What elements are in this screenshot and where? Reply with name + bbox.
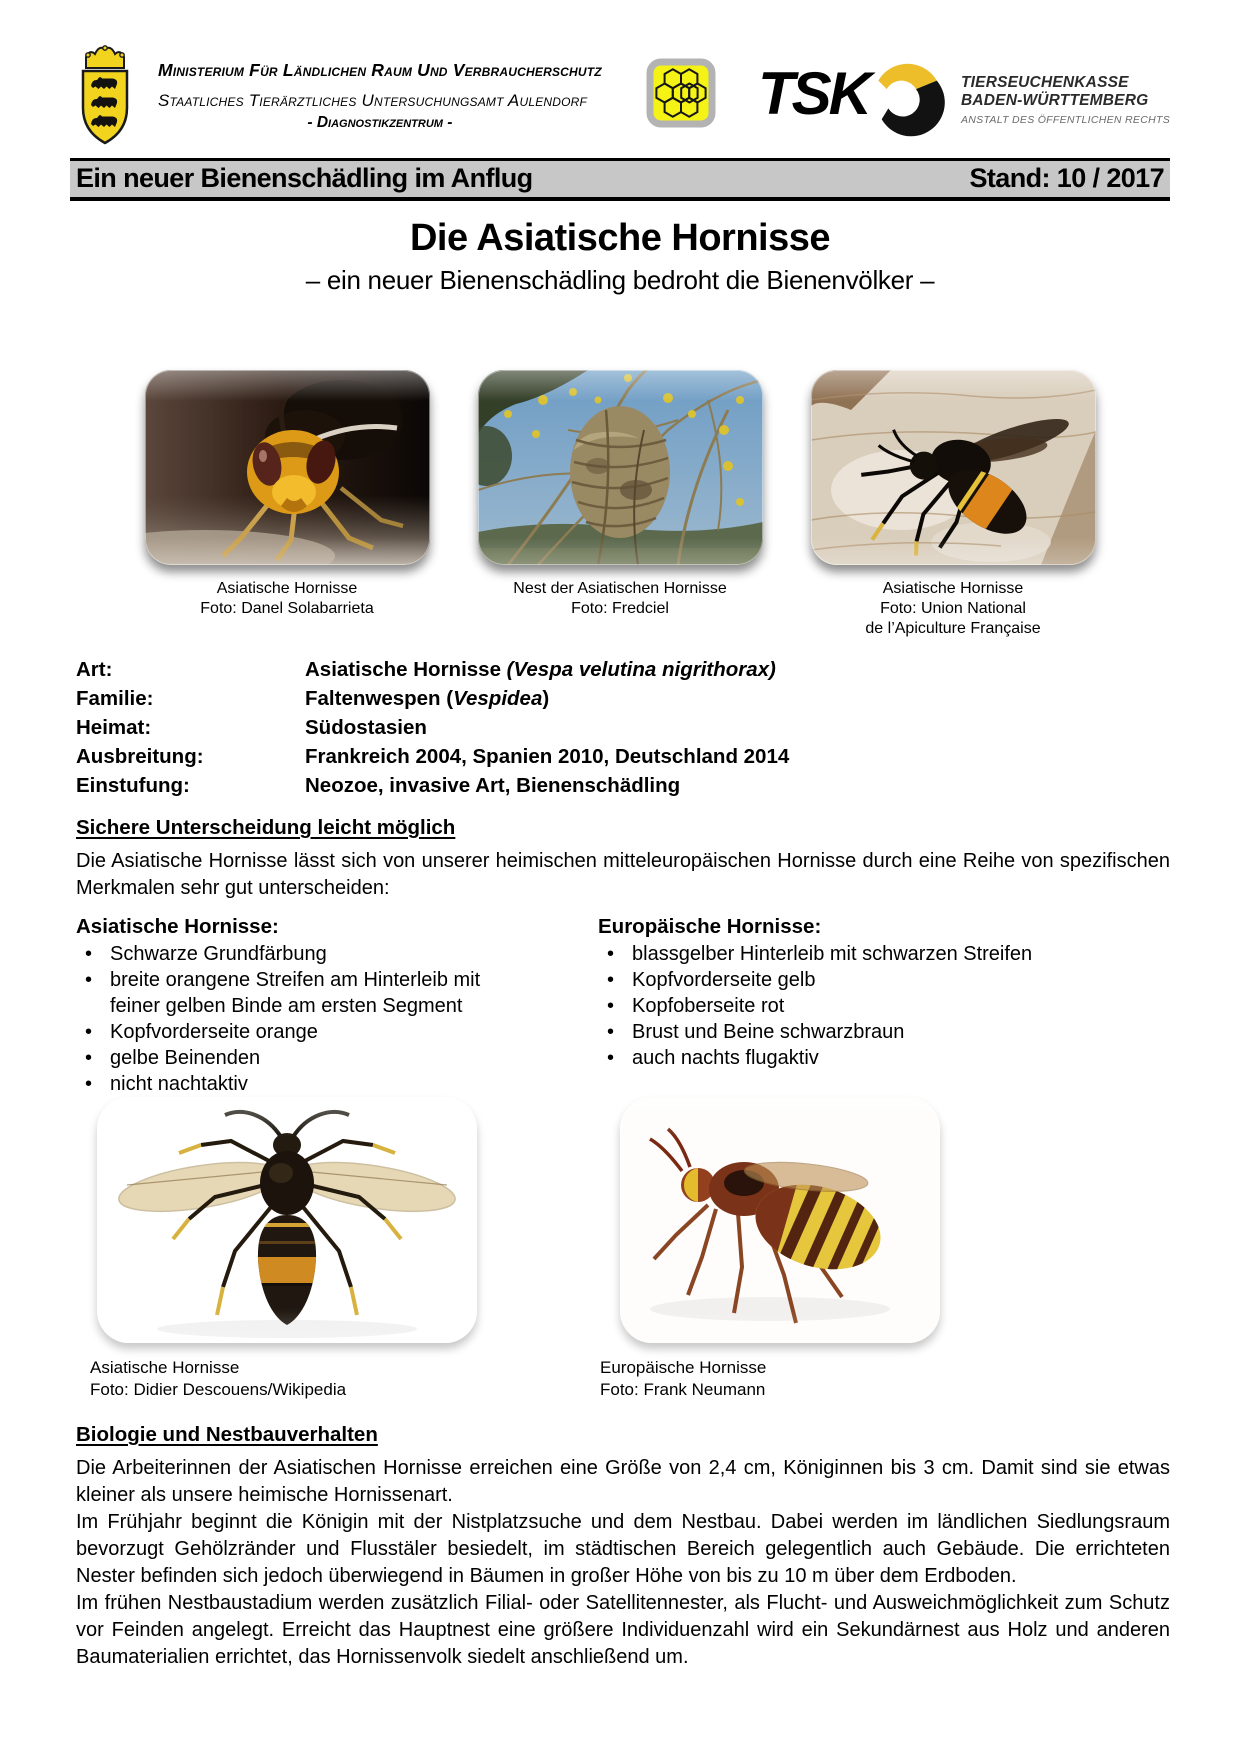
photo-european-hornet-side (620, 1097, 940, 1343)
biology-text (76, 1455, 1170, 1671)
fact-row-heimat (76, 713, 1170, 742)
fact-label: Art: (76, 658, 113, 681)
fact-scientific-name: (Vespa velutina nigrithorax) (506, 658, 776, 681)
column-heading: Europäische Hornisse: (598, 915, 822, 938)
asian-hornet-feature-list (76, 941, 528, 1097)
fact-scientific-name: Vespidea (453, 687, 543, 710)
fact-value (305, 655, 776, 684)
comparison-photo-captions (90, 1357, 1170, 1401)
photo-asian-hornet-dorsal (97, 1097, 477, 1343)
caption-line: Nest der Asiatischen Hornisse (513, 580, 727, 597)
caption-line: Foto: Union National (880, 600, 1026, 617)
tsk-logo (758, 62, 1170, 142)
caption-line: Asiatische Hornisse (216, 580, 358, 597)
biology-paragraph-1: Die Arbeiterinnen der Asiatischen Hornisse erreichen eine Größe von 2,4 cm, Königinnen bis 3 cm. Damit sind sie etwas kleiner als unsere heimische Hornissenart. (76, 1457, 1170, 1506)
honeycomb-icon (646, 58, 716, 128)
top-photo-row (0, 370, 1240, 565)
fact-value (305, 742, 789, 771)
fact-label: Einstufung: (76, 774, 190, 797)
list-item: • nicht nachtaktiv (76, 1071, 528, 1097)
list-item: • Kopfvorderseite gelb (598, 967, 1170, 993)
caption-line: Foto: Danel Solabarrieta (200, 600, 374, 617)
fact-text: Südostasien (305, 716, 427, 739)
list-item: • Schwarze Grundfärbung (76, 941, 528, 967)
page-title: Die Asiatische Hornisse (409, 217, 831, 259)
list-item: • gelbe Beinenden (76, 1045, 528, 1071)
banner-title: Ein neuer Bienenschädling im Anflug (76, 163, 533, 193)
fact-value (305, 684, 549, 713)
fact-text: Neozoe, invasive Art, Bienenschädling (305, 774, 681, 797)
list-item: • auch nachts flugaktiv (598, 1045, 1170, 1071)
fact-label: Ausbreitung: (76, 745, 204, 768)
photo-caption (600, 1357, 766, 1401)
caption-line: Foto: Frank Neumann (600, 1380, 766, 1399)
fact-row-familie (76, 684, 1170, 713)
list-item: • Kopfoberseite rot (598, 993, 1170, 1019)
photo-asian-hornet-closeup (145, 370, 430, 565)
photo-caption (478, 579, 763, 639)
caption-line: Asiatische Hornisse (90, 1358, 240, 1377)
list-item: • Brust und Beine schwarzbraun (598, 1019, 1170, 1045)
fact-label: Familie: (76, 687, 154, 710)
photo-caption (145, 579, 430, 639)
caption-line: Asiatische Hornisse (882, 580, 1024, 597)
ministry-line3: - Diagnostikzentrum - (307, 114, 453, 131)
fact-text: Faltenwespen ( (305, 687, 454, 710)
fact-value (305, 713, 427, 742)
ministry-line2: Staatliches Tierärztliches Untersuchungsamt Aulendorf (158, 91, 588, 110)
page-subtitle: – ein neuer Bienenschädling bedroht die Bienenvölker – (305, 265, 935, 295)
baden-wuerttemberg-coat-of-arms-icon (76, 44, 134, 146)
european-hornet-feature-list (598, 941, 1170, 1071)
fact-row-einstufung (76, 771, 1170, 800)
photo-asian-hornet-on-wood (811, 370, 1096, 565)
banner-bar (70, 158, 1170, 201)
tsk-crescent-icon (871, 62, 953, 142)
tsk-text-block (961, 62, 1170, 126)
biology-paragraph-2: Im Frühjahr beginnt die Königin mit der Nistplatzsuche und dem Nestbau. Dabei werden im ländlichen Siedlungsraum bevorzugt Gehölzränder und Flusstäler besiedelt, im städtischen Bereich gelegentlich auch Gebäude. Die errichteten Nester befinden sich jedoch überwiegend in Bäumen in großer Höhe von bis zu 10 m über dem Erdboden. (76, 1511, 1170, 1587)
photo-caption (90, 1357, 475, 1401)
top-photo-captions (0, 579, 1240, 639)
tsk-name-line1: TIERSEUCHENKASSE (960, 74, 1129, 91)
tsk-wordmark: TSK (757, 60, 869, 127)
distinction-intro-paragraph: Die Asiatische Hornisse lässt sich von unserer heimischen mitteleuropäischen Hornisse durch eine Reihe von spezifischen Merkmalen sehr gut unterscheiden: (76, 850, 1170, 899)
comparison-columns (76, 906, 1170, 1097)
caption-line: Europäische Hornisse (600, 1358, 767, 1377)
ministry-line1: Ministerium Für Ländlichen Raum Und Verbraucherschutz (158, 60, 602, 80)
section-heading-biology: Biologie und Nestbauverhalten (76, 1423, 378, 1446)
list-item: • Kopfvorderseite orange (76, 1019, 528, 1045)
fact-text: ) (542, 687, 550, 710)
fact-row-art (76, 655, 1170, 684)
photo-caption (811, 579, 1096, 639)
tsk-name-line2: BADEN-WÜRTTEMBERG (960, 92, 1149, 109)
caption-line: de l’Apiculture Française (865, 620, 1041, 637)
tsk-subtitle: ANSTALT DES ÖFFENTLICHEN RECHTS (960, 114, 1170, 126)
banner-date: Stand: 10 / 2017 (969, 163, 1164, 193)
fact-text: Asiatische Hornisse (305, 658, 507, 681)
photo-asian-hornet-nest (478, 370, 763, 565)
ministry-header (158, 44, 602, 132)
fact-row-ausbreitung (76, 742, 1170, 771)
caption-line: Foto: Fredciel (571, 600, 669, 617)
fact-text: Frankreich 2004, Spanien 2010, Deutschland 2014 (305, 745, 790, 768)
column-asian-hornet (76, 906, 528, 1097)
list-item: • blassgelber Hinterleib mit schwarzen Streifen (598, 941, 1170, 967)
comparison-photo-row (97, 1097, 1170, 1343)
masthead (0, 0, 1240, 146)
fact-label: Heimat: (76, 716, 152, 739)
fact-value (305, 771, 680, 800)
section-heading-distinction: Sichere Unterscheidung leicht möglich (76, 816, 456, 839)
species-facts-table (76, 655, 1170, 800)
caption-line: Foto: Didier Descouens/Wikipedia (90, 1380, 347, 1399)
column-heading: Asiatische Hornisse: (76, 915, 279, 938)
biology-paragraph-3: Im frühen Nestbaustadium werden zusätzlich Filial- oder Satellitennester, als Flucht- und Ausweichmöglichkeit zum Schutz vor Feinden angelegt. Erreicht das Hauptnest eine größere Individuenzahl wird ein Sekundärnest aus Holz und anderen Baumaterialien errichtet, das Hornissenvolk siedelt anschließend um. (76, 1592, 1170, 1668)
column-european-hornet (598, 906, 1170, 1097)
list-item: • breite orangene Streifen am Hinterleib mit feiner gelben Binde am ersten Segment (76, 967, 528, 1019)
